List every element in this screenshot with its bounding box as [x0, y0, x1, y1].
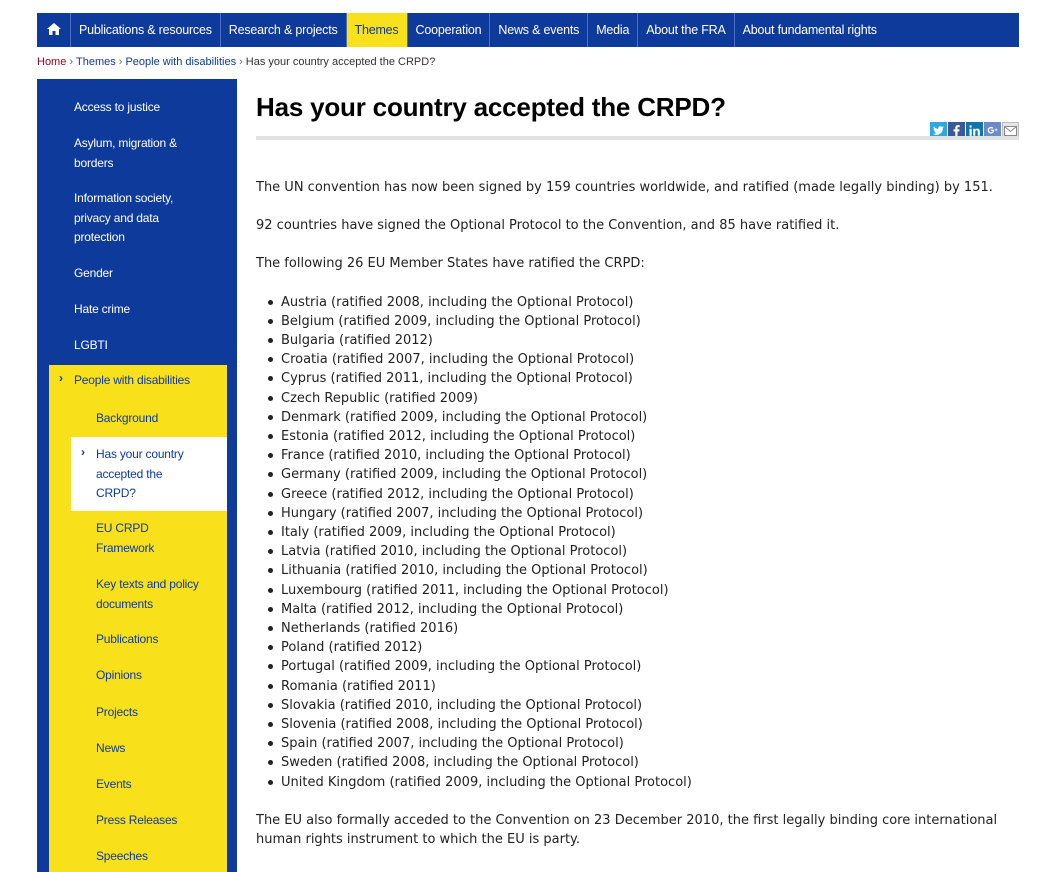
subnav-key-texts-policy-documents[interactable]: Key texts and policy documents: [96, 577, 199, 611]
subnav-eu-crpd-framework[interactable]: EU CRPD Framework: [96, 521, 155, 555]
breadcrumb-home-link[interactable]: Home: [37, 56, 67, 68]
subnav-press-releases[interactable]: Press Releases: [96, 813, 178, 827]
list-item: Estonia (ratified 2012, including the Optional Protocol): [256, 427, 1019, 446]
list-item: Cyprus (ratified 2011, including the Optional Protocol): [256, 369, 1019, 388]
list-item: Denmark (ratified 2009, including the Optional Protocol): [256, 408, 1019, 427]
nav-home-button[interactable]: [37, 13, 71, 47]
list-item: Croatia (ratified 2007, including the Optional Protocol): [256, 350, 1019, 369]
breadcrumb-current: Has your country accepted the CRPD?: [245, 56, 436, 68]
list-item: Portugal (ratified 2009, including the Optional Protocol): [256, 657, 1019, 676]
sidebar-item-access-to-justice[interactable]: Access to justice: [74, 100, 160, 114]
subnav-projects[interactable]: Projects: [96, 705, 138, 719]
paragraph-eu-accession: The EU also formally acceded to the Convention on 23 December 2010, the first legally binding core international human rights instrument to which the EU is party.: [256, 812, 998, 848]
list-item: United Kingdom (ratified 2009, including the Optional Protocol): [256, 773, 1019, 792]
paragraph-eu-member-states: The following 26 EU Member States have ratified the CRPD:: [256, 256, 645, 272]
paragraph-signatories: The UN convention has now been signed by 159 countries worldwide, and ratified (made legally binding) by 151.: [256, 180, 993, 195]
breadcrumb-separator: ›: [118, 56, 123, 68]
subnav-publications[interactable]: Publications: [96, 632, 159, 646]
list-item: Lithuania (ratified 2010, including the Optional Protocol): [256, 561, 1019, 580]
list-item: Slovenia (ratified 2008, including the Optional Protocol): [256, 715, 1019, 734]
list-item: Czech Republic (ratified 2009): [256, 389, 1019, 408]
nav-publications-resources[interactable]: Publications & resources: [71, 13, 221, 47]
sidebar-item-asylum-migration-borders[interactable]: Asylum, migration & borders: [74, 136, 177, 170]
sidebar-item-hate-crime[interactable]: Hate crime: [74, 302, 131, 316]
sidebar-item-information-society[interactable]: Information society, privacy and data protection: [74, 191, 174, 244]
subnav-opinions[interactable]: Opinions: [96, 668, 142, 682]
chevron-right-icon: ›: [81, 445, 85, 459]
breadcrumb-themes-link[interactable]: Themes: [76, 56, 116, 68]
list-item: Latvia (ratified 2010, including the Optional Protocol): [256, 542, 1019, 561]
list-item: Hungary (ratified 2007, including the Optional Protocol): [256, 504, 1019, 523]
breadcrumb-separator: ›: [69, 56, 74, 68]
subnav-events[interactable]: Events: [96, 777, 132, 791]
sidebar-item-people-with-disabilities[interactable]: People with disabilities: [74, 373, 190, 387]
list-item: Spain (ratified 2007, including the Optional Protocol): [256, 734, 1019, 753]
nav-themes[interactable]: Themes: [347, 13, 408, 47]
list-item: Luxembourg (ratified 2011, including the Optional Protocol): [256, 581, 1019, 600]
nav-news-events[interactable]: News & events: [490, 13, 588, 47]
list-item: Austria (ratified 2008, including the Optional Protocol): [256, 293, 1019, 312]
nav-cooperation[interactable]: Cooperation: [408, 13, 491, 47]
subnav-has-your-country-accepted-crpd[interactable]: Has your country accepted the CRPD?: [96, 447, 184, 500]
page-title: Has your country accepted the CRPD?: [256, 92, 726, 122]
list-item: Italy (ratified 2009, including the Optional Protocol): [256, 523, 1019, 542]
list-item: Netherlands (ratified 2016): [256, 619, 1019, 638]
list-item: Bulgaria (ratified 2012): [256, 331, 1019, 350]
country-list: [256, 293, 1019, 792]
breadcrumb-separator: ›: [239, 56, 243, 68]
home-icon: [46, 22, 62, 39]
list-item: Sweden (ratified 2008, including the Optional Protocol): [256, 753, 1019, 772]
list-item: Belgium (ratified 2009, including the Optional Protocol): [256, 312, 1019, 331]
nav-research-projects[interactable]: Research & projects: [221, 13, 347, 47]
subnav-news[interactable]: News: [96, 741, 126, 755]
main-content: [256, 88, 1019, 848]
nav-about-fra[interactable]: About the FRA: [638, 13, 734, 47]
paragraph-optional-protocol: 92 countries have signed the Optional Protocol to the Convention, and 85 have ratified it.: [256, 218, 840, 234]
list-item: Slovakia (ratified 2010, including the Optional Protocol): [256, 696, 1019, 715]
sidebar: [37, 79, 237, 872]
list-item: France (ratified 2010, including the Optional Protocol): [256, 446, 1019, 465]
article-body: [256, 178, 1019, 868]
chevron-right-icon: ›: [59, 371, 63, 385]
sidebar-active-section: [49, 365, 227, 872]
list-item: Romania (ratified 2011): [256, 677, 1019, 696]
list-item: Germany (ratified 2009, including the Optional Protocol): [256, 465, 1019, 484]
breadcrumb-section-link[interactable]: People with disabilities: [125, 56, 237, 68]
title-divider: [256, 136, 1019, 140]
breadcrumb: [37, 56, 435, 68]
sidebar-item-gender[interactable]: Gender: [74, 266, 113, 280]
sidebar-item-lgbti[interactable]: LGBTI: [74, 338, 108, 352]
main-navigation: [37, 13, 1019, 47]
subnav-background[interactable]: Background: [96, 411, 159, 425]
nav-media[interactable]: Media: [588, 13, 638, 47]
list-item: Greece (ratified 2012, including the Optional Protocol): [256, 485, 1019, 504]
list-item: Poland (ratified 2012): [256, 638, 1019, 657]
list-item: Malta (ratified 2012, including the Optional Protocol): [256, 600, 1019, 619]
subnav-speeches[interactable]: Speeches: [96, 849, 148, 863]
nav-about-fundamental-rights[interactable]: About fundamental rights: [742, 23, 877, 37]
